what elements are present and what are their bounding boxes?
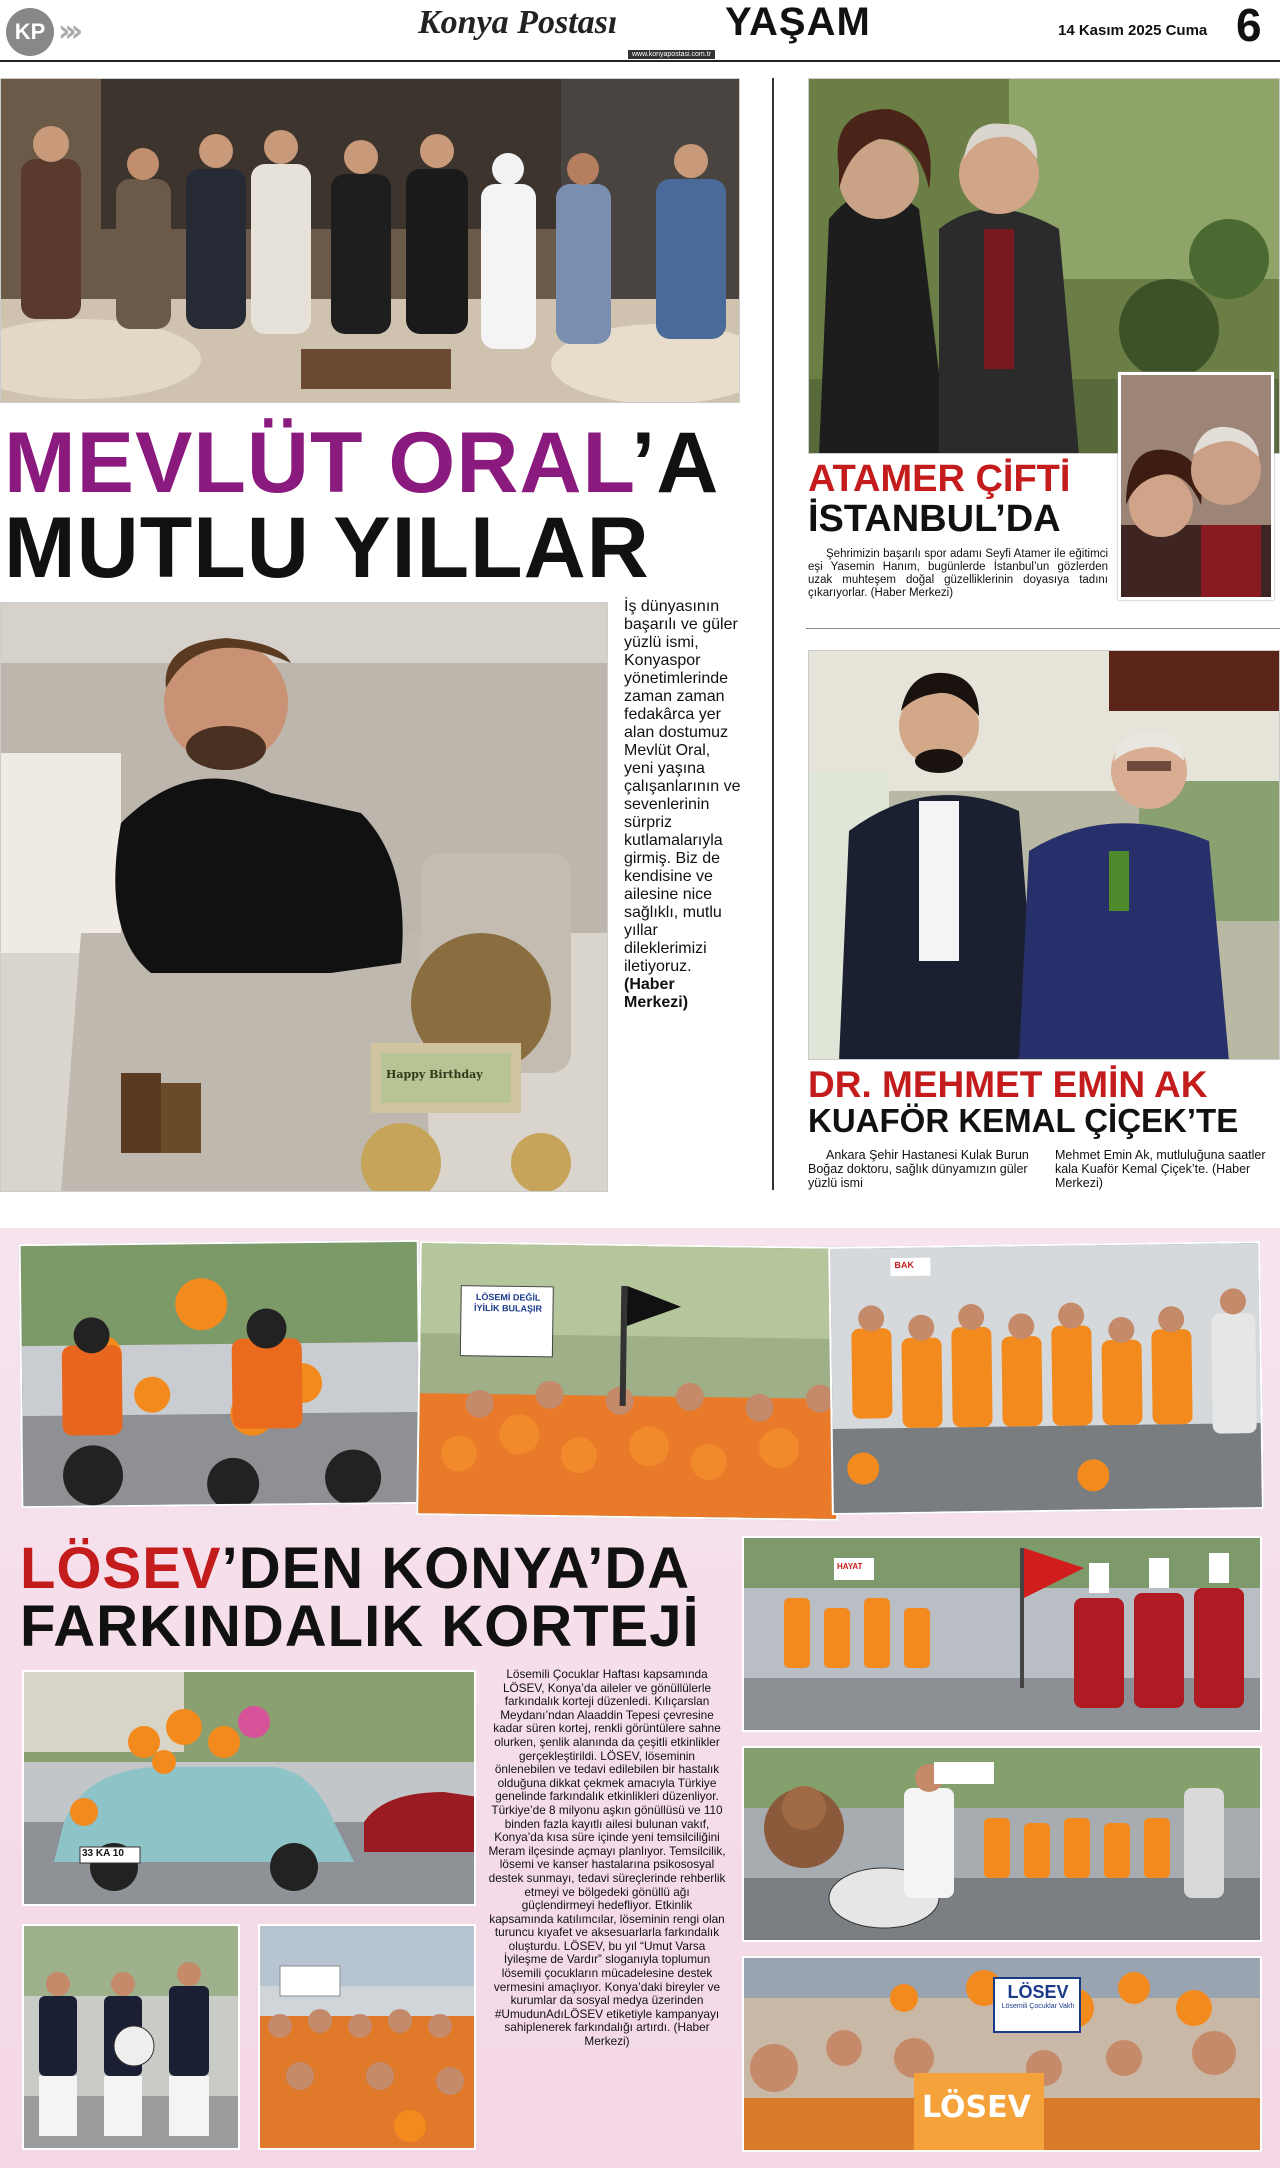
mevlut-article-body: [624, 598, 742, 1012]
losev-kids-crowd-photo[interactable]: [258, 1924, 476, 2150]
mevlut-headline-line1: [4, 415, 720, 511]
losev-headline-suffix: ’DEN KONYA’DA: [221, 1536, 691, 1601]
section-divider: [806, 628, 1280, 629]
chevrons-icon: ›››: [58, 14, 78, 49]
section-title: YAŞAM: [725, 0, 871, 44]
newspaper-logo[interactable]: KP: [6, 8, 54, 56]
mevlut-credit: (Haber Merkezi): [624, 976, 689, 1011]
atamer-article-body: Şehrimizin başarılı spor adamı Seyfi Atamer ile eğitimci eşi Yasemin Hanım, bugünlerde İstanbul’un gözlerden uzak muhteşem doğal güzelliklerinin doyasıya tadını çıkarıyorlar. (Haber Merkezi): [808, 548, 1108, 599]
mevlut-name: MEVLÜT ORAL: [4, 415, 632, 511]
mevlut-headline-line2: MUTLU YILLAR: [4, 500, 650, 596]
money-banner-text: Happy Birthday: [386, 1068, 483, 1081]
losev-banner-text: LÖSEV: [922, 2090, 1031, 2125]
losev-mascot-drum-photo[interactable]: [742, 1746, 1262, 1942]
losev-band-photo[interactable]: [22, 1924, 240, 2150]
newspaper-url: www.konyapostasi.com.tr: [628, 50, 715, 59]
losev-crowd-sign-photo[interactable]: [742, 1956, 1262, 2152]
column-divider: [772, 78, 774, 1190]
losev-children-parade-photo[interactable]: [828, 1241, 1264, 1515]
losev-sign-hayat: HAYAT: [837, 1562, 863, 1571]
emin-headline-line2: KUAFÖR KEMAL ÇİÇEK’TE: [808, 1102, 1239, 1139]
emin-kemal-photo[interactable]: [808, 650, 1280, 1060]
emin-headline-line1: DR. MEHMET EMİN AK: [808, 1064, 1208, 1105]
car-plate: 33 KA 10: [82, 1848, 124, 1859]
issue-date: 14 Kasım 2025 Cuma: [1058, 22, 1208, 39]
losev-sign-name: LÖSEV: [1007, 1982, 1069, 2002]
losev-sign-iyilik: LÖSEMİ DEĞİL İYİLİK BULAŞIR: [473, 1291, 543, 1314]
mevlut-body-text: İş dünyasının başarılı ve güler yüzlü ismi, Konyaspor yönetimlerinde zaman zaman fedakârca yer alan dostumuz Mevlüt Oral, yeni yaşına çalışanlarının ve sevenlerinin sürpriz kutlamalarıyla girmiş. Biz de kendisine ve ailesine nice sağlıklı, mutlu yıllar dileklerimizi iletiyoruz.: [624, 598, 741, 975]
group-photo[interactable]: [0, 78, 740, 403]
mevlut-portrait-photo[interactable]: [0, 602, 608, 1192]
losev-article-body: Lösemili Çocuklar Haftası kapsamında LÖSEV, Konya’da aileler ve gönüllülerle farkındalık korteji düzenledi. Kılıçarslan Meydanı’ndan Alaaddin Tepesi çevresine kadar süren kortej, renkli görüntülere sahne olurken, şenlik alanında da çeşitli etkinlikler gerçekleştirildi. LÖSEV, löseminin önlenebilen ve tedavi edilebilen bir hastalık olduğuna dikkat çekmek amacıyla Türkiye genelinde farkındalık etkinlikleri düzenliyor. Türkiye’de 8 milyonu aşkın gönüllüsü ve 110 binden fazla kayıtlı ailesi bulunan vakıf, Konya’da kısa süre içinde yeni temsilciliğini Meram ilçesinde açmayı planlıyor. Temsilcilik, lösemi ve kanser hastalarına psikososyal destek sunmayı, tedavi süreçlerinde rehberlik etmeyi ve bölgedeki gönüllü ağı güçlendirmeyi hedefliyor. Etkinlik kapsamında katılımcılar, löseminin rengi olan turuncu kıyafet ve aksesuarlarla farkındalık oluşturdu. LÖSEV, bu yıl “Umut Varsa İyileşme de Vardır” sloganıyla toplumun lösemili çocukların mücadelesine destek vermesini amaçlıyor. Konya’daki bireyler ve kurumlar da sosyal medya üzerinden #UmudunAdıLÖSEV etiketiyle kampanyayı sahiplenerek farkındalığı artırdı. (Haber Merkezi): [488, 1667, 726, 2049]
newspaper-name: Konya Postası: [418, 4, 618, 41]
losev-classic-car-photo[interactable]: [22, 1670, 476, 1906]
page-header: [0, 0, 1280, 62]
losev-march-sign-photo[interactable]: [416, 1241, 842, 1521]
losev-mehter-photo[interactable]: [742, 1536, 1262, 1732]
losev-logo-sign: [998, 1982, 1078, 2011]
emin-article-col1: Ankara Şehir Hastanesi Kulak Burun Boğaz doktoru, sağlık dünyamızın güler yüzlü ismi: [808, 1148, 1029, 1190]
losev-sign-bak: BAK: [894, 1259, 914, 1271]
atamer-headline-line1: ATAMER ÇİFTİ: [808, 458, 1071, 500]
losev-name: LÖSEV: [20, 1536, 222, 1601]
losev-headline-line2: FARKINDALIK KORTEJİ: [20, 1594, 700, 1659]
atamer-selfie-photo[interactable]: [1118, 372, 1274, 600]
emin-article-col2: Mehmet Emin Ak, mutluluğuna saatler kala Kuaför Kemal Çiçek’te. (Haber Merkezi): [1055, 1148, 1266, 1190]
losev-motorcycle-photo[interactable]: [19, 1240, 422, 1508]
losev-headline-line1: [20, 1536, 691, 1601]
mevlut-suffix: ’A: [631, 415, 720, 511]
atamer-headline-line2: İSTANBUL’DA: [808, 498, 1061, 540]
losev-sign-sub: Lösemili Çocuklar Vakfı: [1001, 2003, 1075, 2010]
page-number: 6: [1236, 0, 1262, 51]
